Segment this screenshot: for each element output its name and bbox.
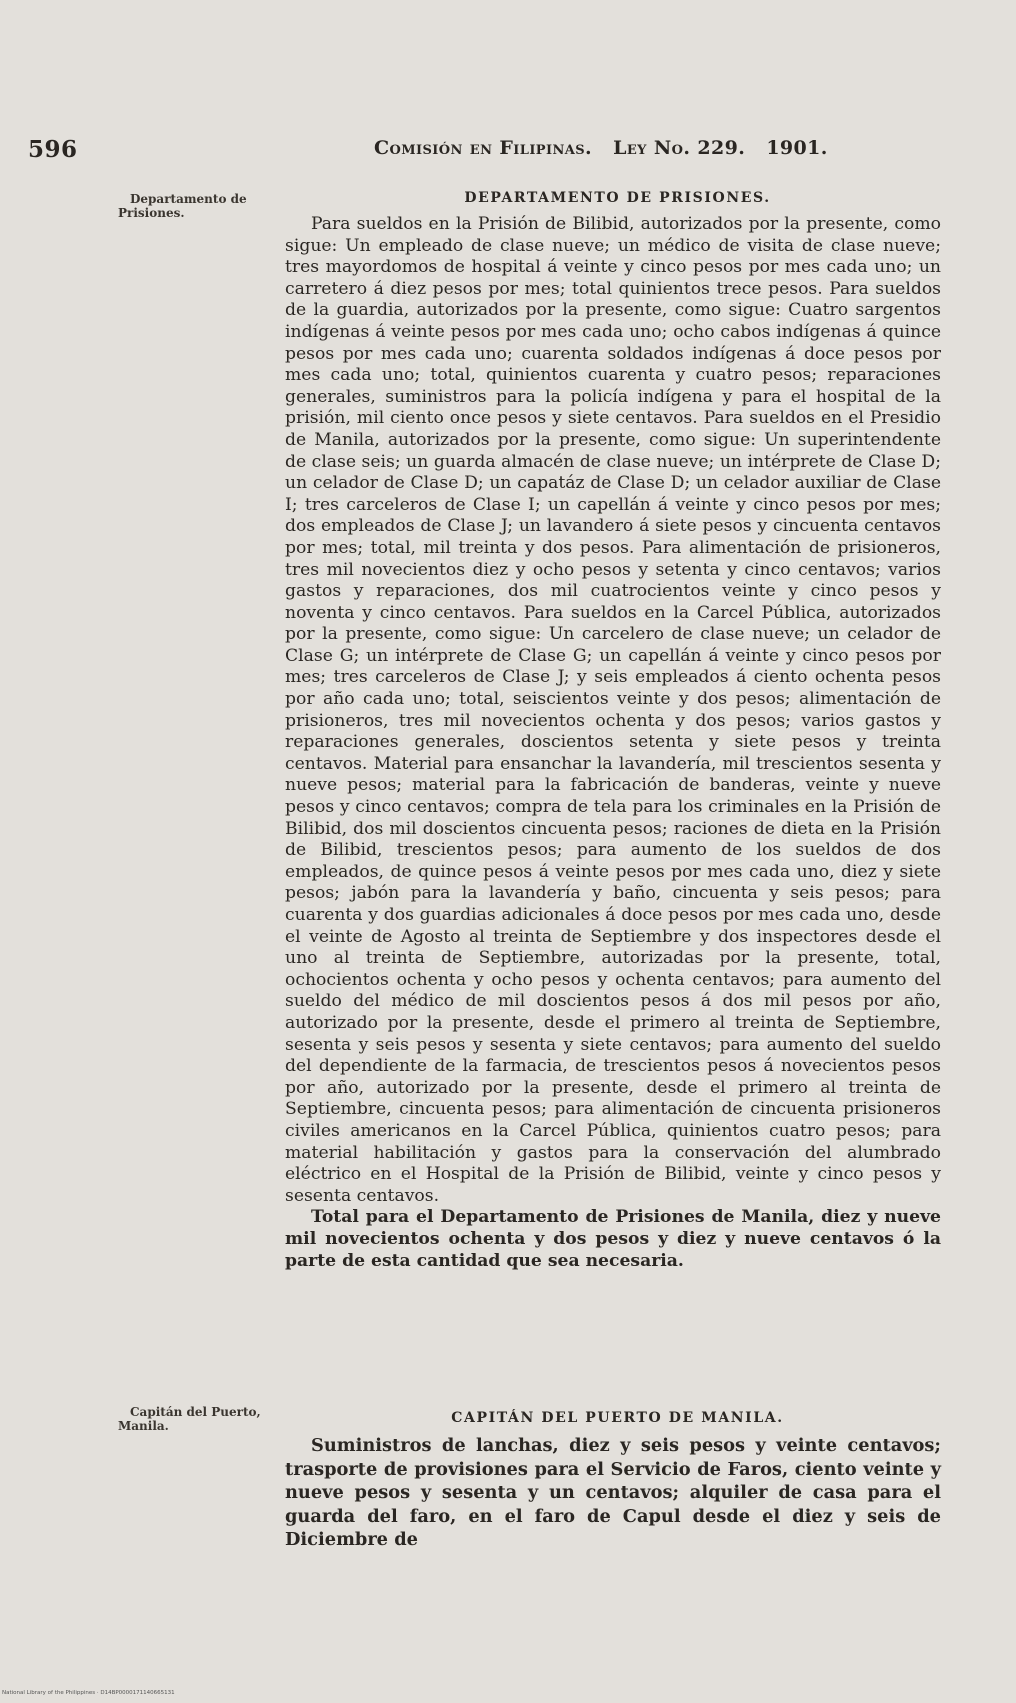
paragraph-prisiones-total: Total para el Departamento de Prisiones de Manila, diez y nueve mil novecientos ochenta y dos pesos y diez y nueve centavos ó la parte de esta cantidad que sea necesaria. [285, 1207, 941, 1271]
text-block-capitan [285, 1434, 941, 1552]
side-note-capitan: Capitán del Puerto, Manila. [118, 1405, 261, 1433]
section-title-capitan: CAPITÁN DEL PUERTO DE MANILA. [451, 1410, 784, 1426]
side-note-prisiones: Departamento de Prisiones. [118, 192, 247, 220]
footer-credit: National Library of the Philippines · D14BP0000171140665131 [2, 1690, 175, 1696]
section-title-prisiones: DEPARTAMENTO DE PRISIONES. [464, 190, 771, 206]
paragraph-capitan-body: Suministros de lanchas, diez y seis pesos y veinte centavos; trasporte de provisiones para el Servicio de Faros, ciento veinte y nueve pesos y sesenta y un centavos; alquiler de casa para el guarda del faro, en el faro de Capul desde el diez y seis de Diciembre de [285, 1435, 941, 1550]
paragraph-prisiones-body: Para sueldos en la Prisión de Bilibid, autorizados por la presente, como sigue: Un empleado de clase nueve; un médico de visita de clase nueve; tres mayordomos de hospital á veinte y cinco pesos por mes cada uno; un carretero á diez pesos por mes; total quinientos trece pesos. Para sueldos de la guardia, autorizados por la presente, como sigue: Cuatro sargentos indígenas á veinte pesos por mes cada uno; ocho cabos indígenas á quince pesos por mes cada uno; cuarenta soldados indígenas á doce pesos por mes cada uno; total, quinientos cuarenta y cuatro pesos; reparaciones generales, suministros para la policía indígena y para el hospital de la prisión, mil ciento once pesos y siete centavos. Para sueldos en el Presidio de Manila, autorizados por la presente, como sigue: Un superintendente de clase seis; un guarda almacén de clase nueve; un intérprete de Clase D; un celador de Clase D; un capatáz de Clase D; un celador auxiliar de Clase I; tres carceleros de Clase I; un capellán á veinte y cinco pesos por mes; dos empleados de Clase J; un lavandero á siete pesos y cincuenta centavos por mes; total, mil treinta y dos pesos. Para alimentación de prisioneros, tres mil novecientos diez y ocho pesos y setenta y cinco centavos; varios gastos y reparaciones, dos mil cuatrocientos veinte y cinco pesos y noventa y cinco centavos. Para sueldos en la Carcel Pública, autorizados por la presente, como sigue: Un carcelero de clase nueve; un celador de Clase G; un intérprete de Clase G; un capellán á veinte y cinco pesos por mes; tres carceleros de Clase J; y seis empleados á ciento ochenta pesos por año cada uno; total, seiscientos veinte y dos pesos; alimentación de prisioneros, tres mil novecientos ochenta y dos pesos; varios gastos y reparaciones generales, doscientos setenta y siete pesos y treinta centavos. Material para ensanchar la lavandería, mil trescientos sesenta y nueve pesos; material para la fabricación de banderas, veinte y nueve pesos y cinco centavos; compra de tela para los criminales en la Prisión de Bilibid, dos mil doscientos cincuenta pesos; raciones de dieta en la Prisión de Bilibid, trescientos pesos; para aumento de los sueldos de dos empleados, de quince pesos á veinte pesos por mes cada uno, diez y siete pesos; jabón para la lavandería y baño, cincuenta y seis pesos; para cuarenta y dos guardias adicionales á doce pesos por mes cada uno, desde el veinte de Agosto al treinta de Septiembre y dos inspectores desde el uno al treinta de Septiembre, autorizadas por la presente, total, ochocientos ochenta y ocho pesos y ochenta centavos; para aumento del sueldo del médico de mil doscientos pesos á dos mil pesos por año, autorizado por la presente, desde el primero al treinta de Septiembre, sesenta y seis pesos y sesenta y siete centavos; para aumento del sueldo del dependiente de la farmacia, de trescientos pesos á novecientos pesos por año, autorizado por la presente, desde el primero al treinta de Septiembre, cincuenta pesos; para alimentación de cincuenta prisioneros civiles americanos en la Carcel Pública, quinientos cuatro pesos; para material habilitación y gastos para la conservación del alumbrado eléctrico en el Hospital de la Prisión de Bilibid, veinte y cinco pesos y sesenta centavos. [285, 214, 941, 1206]
page-number: 596 [28, 136, 78, 163]
running-head-ley: Ley No. 229. [613, 137, 746, 159]
text-block-prisiones [285, 214, 941, 1272]
running-head [374, 137, 828, 159]
running-head-comision: Comisión en Filipinas. [374, 137, 593, 159]
running-head-year: 1901. [766, 137, 828, 159]
